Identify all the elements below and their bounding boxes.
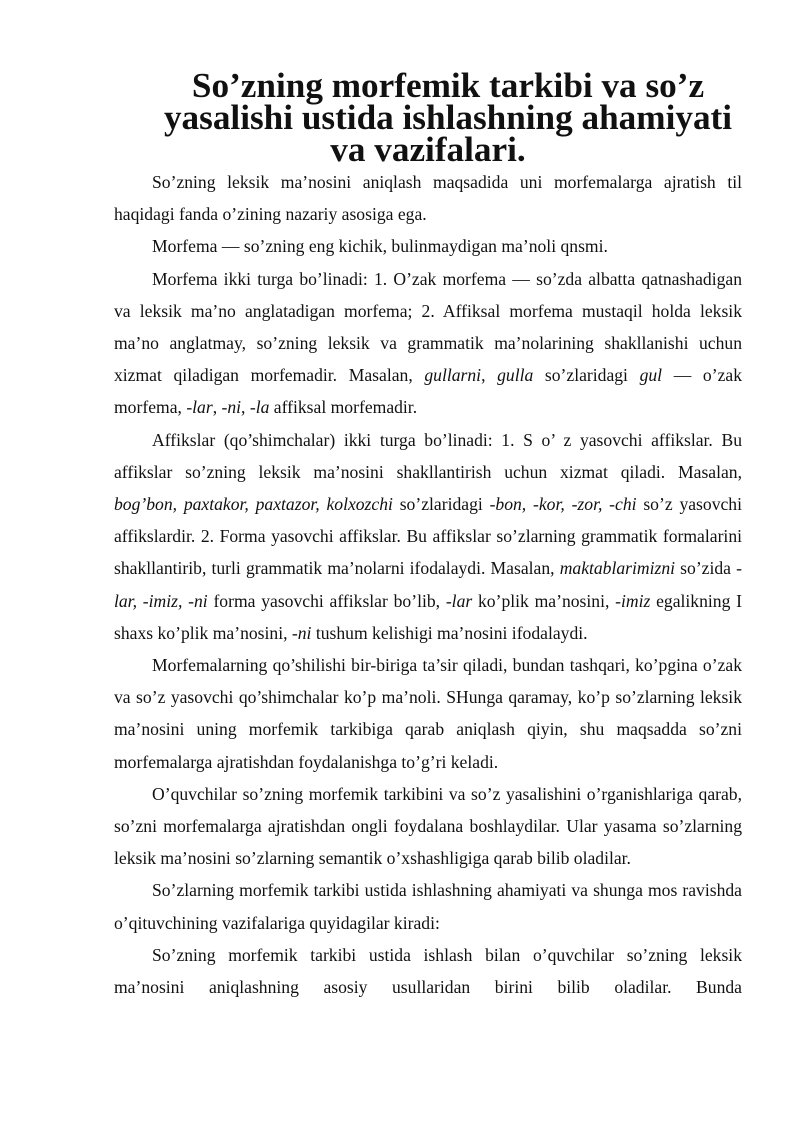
text-run: egalikning I shaxs ko’plik ma’nosini, [114, 590, 743, 643]
example-word: gulla [497, 365, 534, 386]
text-run: affiksal morfemadir. [269, 397, 418, 418]
example-affix: -lar [186, 397, 213, 418]
text-run: , [212, 397, 222, 418]
text-run: so’zlaridagi [533, 365, 640, 386]
example-affix: -lar [445, 590, 473, 611]
paragraph-8: So’zning morfemik tarkibi ustida ishlash bilan o’quvchilar so’zning leksik ma’nosini aniqlashning asosiy usullaridan birini bilib oladilar. Bunda [114, 944, 742, 998]
example-affixes: -bon, -kor, -zor, -chi [489, 494, 637, 515]
text-run: ko’plik ma’nosini, [472, 590, 616, 611]
example-affix: -la [249, 397, 270, 418]
text-run: Morfema ikki turga bo’linadi: 1. O’zak morfema — so’zda albatta qatnashadigan va leksik ma’no anglatadigan morfema; 2. Affiksal morfema mustaqil holda leksik ma’no anglatmay, so’zning leksik va grammatik ma’nolarining shakllanishi uchun xizmat qiladigan morfemadir. Masalan, [114, 268, 742, 386]
paragraph-6: O’quvchilar so’zning morfemik tarkibini va so’z yasalishini o’rganishlariga qarab, so’zni morfemalarga ajratishdan ongli foydalana boshlaydilar. Ular yasama so’zlarning leksik ma’nosini so’zlarning semantik o’xshashligiga qarab bilib oladilar. [114, 783, 742, 869]
text-run: Affikslar (qo’shimchalar) ikki turga bo’linadi: 1. S o’ z yasovchi affikslar. Bu affikslar so’zning leksik ma’nosini shakllantirish uchun xizmat qiladi. Masalan, [114, 429, 742, 482]
document-page [114, 66, 743, 1003]
title-line-2: va vazifalari. [330, 130, 526, 169]
example-affix: -ni [291, 622, 312, 643]
example-words: bog’bon, paxtakor, paxtazor, kolxozchi [114, 494, 393, 515]
document-title [114, 66, 742, 169]
paragraph-1: So’zning leksik ma’nosini aniqlash maqsadida uni morfemalarga ajratish til haqidagi fanda o’zining nazariy asosiga ega. [114, 172, 742, 225]
text-run: forma yasovchi affikslar bo’lib, [207, 590, 446, 611]
paragraph-4 [114, 424, 742, 649]
text-run: so’zida [675, 558, 737, 579]
paragraph-5: Morfemalarning qo’shilishi bir-biriga ta’sir qiladi, bundan tashqari, ko’pgina o’zak va so’z yasovchi qo’shimchalar ko’p ma’noli. SHunga qaramay, ko’p so’zlarning leksik ma’nosini uning morfemik tarkibiga qarab aniqlash qiyin, shu maqsadda so’zni morfemalarga ajratishdan foydalanishga to’g’ri keladi. [114, 655, 742, 772]
text-run: so’z yasovchi affikslardir. 2. Forma yasovchi affikslar. Bu affikslar so’zlarning grammatik formalarini shakllantirib, turli grammatik ma’nolarni ifodalaydi. Masalan, [114, 494, 742, 579]
example-word: gul [639, 365, 663, 386]
text-run: , [241, 397, 250, 418]
example-affix: -imiz [615, 590, 651, 611]
paragraph-7: So’zlarning morfemik tarkibi ustida ishlashning ahamiyati va shunga mos ravishda o’qituvchining vazifalariga quyidagilar kiradi: [114, 880, 742, 933]
paragraph-3 [114, 263, 742, 424]
text-run: so’zlaridagi [392, 494, 490, 515]
text-run: — o’zak morfema, [114, 365, 742, 418]
text-run: , [481, 365, 498, 386]
example-affixes: -lar, -imiz, -ni [114, 558, 742, 611]
paragraph-2: Morfema — so’zning eng kichik, bulinmaydigan ma’noli qnsmi. [152, 236, 608, 257]
example-word: maktablarimizni [559, 558, 676, 579]
text-run: tushum kelishigi ma’nosini ifodalaydi. [311, 622, 588, 643]
example-affix: -ni [221, 397, 242, 418]
title-line-1: So’zning morfemik tarkibi va so’z yasalishi ustida ishlashning ahamiyati [163, 66, 733, 137]
example-word: gullarni [424, 365, 482, 386]
